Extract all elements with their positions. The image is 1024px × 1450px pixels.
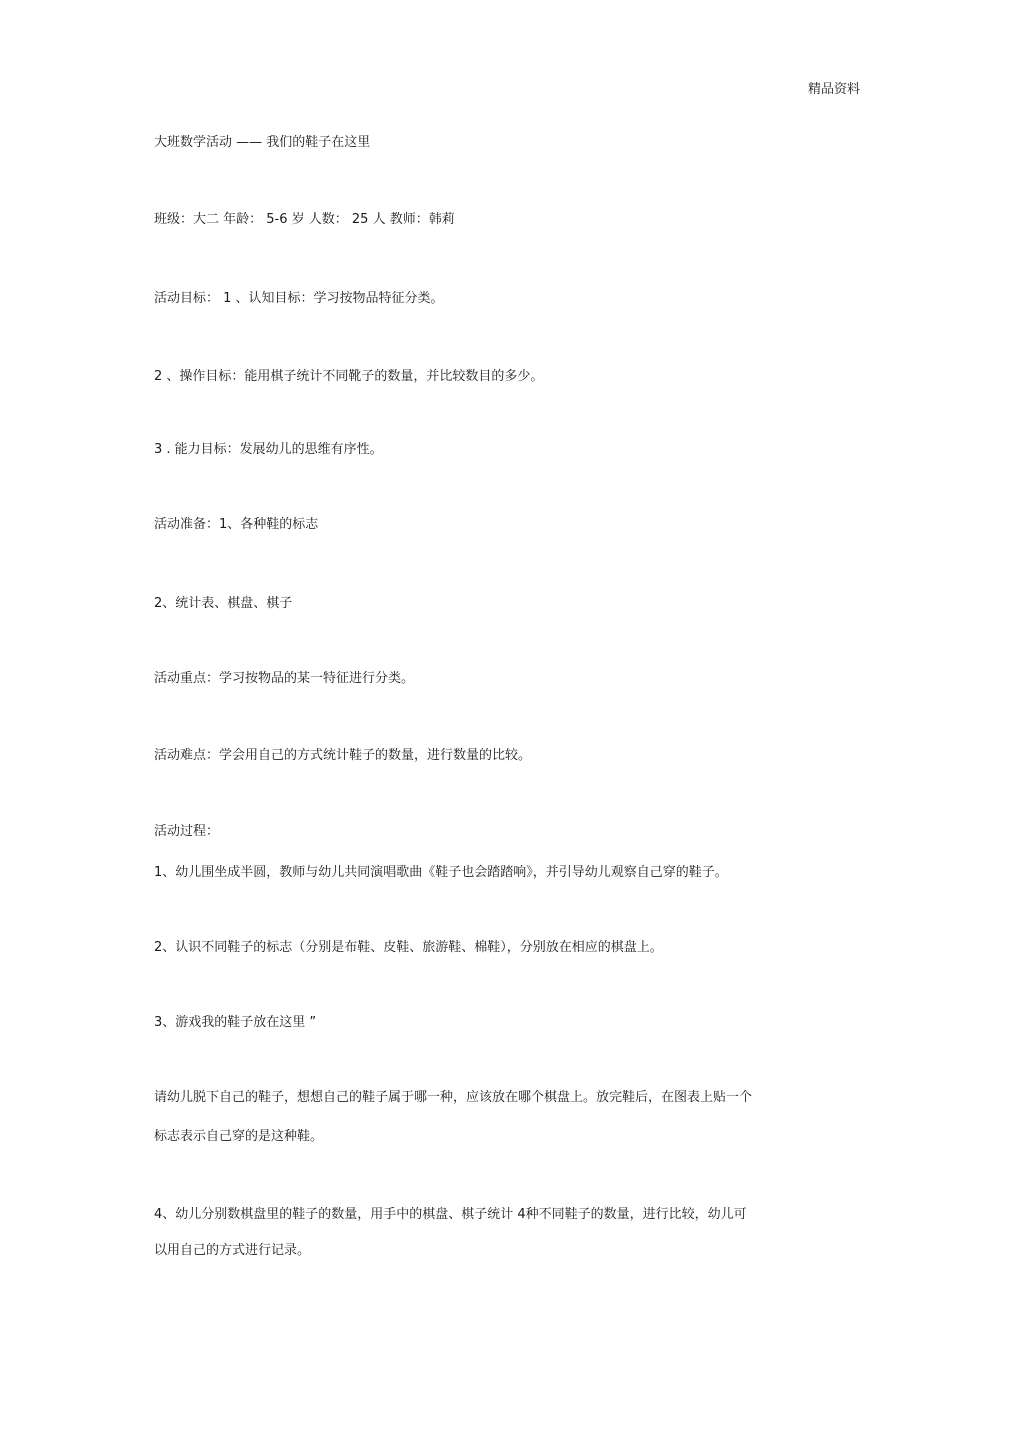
goal-2: 2 、操作目标：能用棋子统计不同靴子的数量，并比较数目的多少。: [154, 369, 544, 384]
preparation-2: 2、统计表、棋盘、棋子: [154, 596, 293, 611]
process-step-3: 3、游戏我的鞋子放在这里 ”: [154, 1015, 317, 1030]
process-step-4: 4、幼儿分别数棋盘里的鞋子的数量，用手中的棋盘、棋子统计 4种不同鞋子的数量，进行比较，幼儿可: [154, 1207, 747, 1222]
goal-3: 3 . 能力目标：发展幼儿的思维有序性。: [154, 442, 383, 457]
goal-1: 活动目标： 1 、认知目标：学习按物品特征分类。: [154, 291, 444, 306]
activity-difficulty: 活动难点：学会用自己的方式统计鞋子的数量，进行数量的比较。: [154, 748, 532, 763]
document-title: 大班数学活动 —— 我们的鞋子在这里: [154, 135, 371, 150]
process-step-1: 1、幼儿围坐成半圆，教师与幼儿共同演唱歌曲《鞋子也会踏踏响》，并引导幼儿观察自己穿的鞋子。: [154, 865, 728, 880]
preparation-1: 活动准备：1、各种鞋的标志: [154, 517, 319, 532]
process-step-4-continued: 以用自己的方式进行记录。: [154, 1243, 311, 1258]
process-heading: 活动过程：: [154, 824, 220, 839]
process-step-3-detail: 请幼儿脱下自己的鞋子，想想自己的鞋子属于哪一种，应该放在哪个棋盘上。放完鞋后，在图表上贴一个: [154, 1090, 753, 1105]
page-header-label: 精品资料: [808, 82, 861, 97]
activity-focus: 活动重点：学习按物品的某一特征进行分类。: [154, 671, 415, 686]
process-step-2: 2、认识不同鞋子的标志（分别是布鞋、皮鞋、旅游鞋、棉鞋），分别放在相应的棋盘上。: [154, 940, 663, 955]
process-step-3-detail-continued: 标志表示自己穿的是这种鞋。: [154, 1129, 324, 1144]
class-info: 班级：大二 年龄： 5-6 岁 人数： 25 人 教师：韩莉: [154, 212, 455, 227]
